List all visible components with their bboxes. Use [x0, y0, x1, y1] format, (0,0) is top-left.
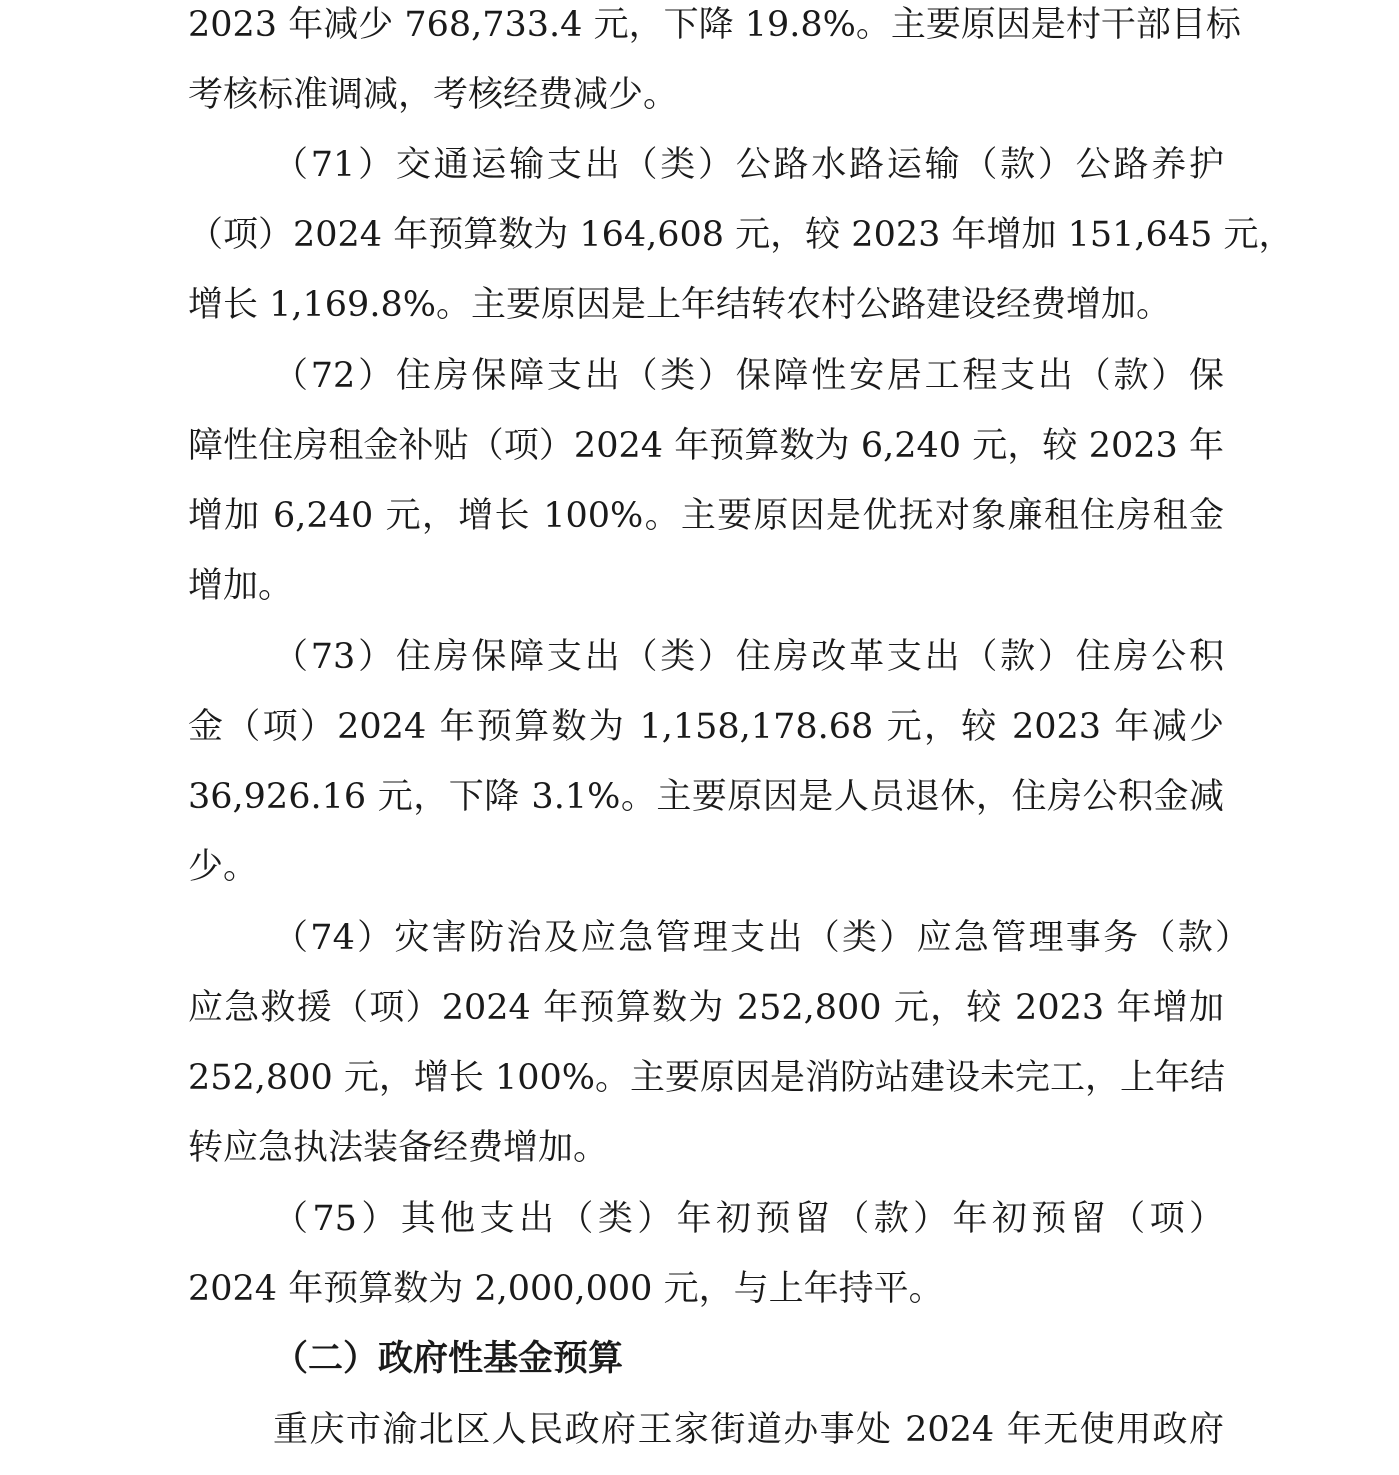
text-line: 增加。 — [188, 566, 294, 606]
text-line: 2023 年减少 768,733.4 元，下降 19.8%。主要原因是村干部目标 — [188, 5, 1241, 45]
text-line: 少。 — [188, 847, 259, 887]
text-line: 转应急执法装备经费增加。 — [188, 1128, 609, 1168]
text-line: 考核标准调减，考核经费减少。 — [188, 75, 679, 115]
text-line-item-75: （75）其他支出（类）年初预留（款）年初预留（项） — [273, 1199, 1224, 1239]
text-line: 增长 1,169.8%。主要原因是上年结转农村公路建设经费增加。 — [188, 285, 1171, 325]
text-line: 2024 年预算数为 2,000,000 元，与上年持平。 — [188, 1269, 944, 1309]
section-heading: （二）政府性基金预算 — [273, 1338, 624, 1379]
text-line: 障性住房租金补贴（项）2024 年预算数为 6,240 元，较 2023 年 — [188, 426, 1224, 466]
text-line: 金（项）2024 年预算数为 1,158,178.68 元，较 2023 年减少 — [188, 707, 1224, 747]
text-line-item-74: （74）灾害防治及应急管理支出（类）应急管理事务（款） — [273, 918, 1250, 958]
text-line-item-73: （73）住房保障支出（类）住房改革支出（款）住房公积 — [273, 637, 1224, 677]
text-line: 36,926.16 元，下降 3.1%。主要原因是人员退休，住房公积金减 — [188, 777, 1224, 817]
text-line: 应急救援（项）2024 年预算数为 252,800 元，较 2023 年增加 — [188, 988, 1224, 1028]
text-line-item-72: （72）住房保障支出（类）保障性安居工程支出（款）保 — [273, 356, 1224, 396]
text-line: 增加 6,240 元，增长 100%。主要原因是优抚对象廉租住房租金 — [188, 496, 1224, 536]
text-line-item-71: （71）交通运输支出（类）公路水路运输（款）公路养护 — [273, 145, 1224, 185]
text-line: 252,800 元，增长 100%。主要原因是消防站建设未完工，上年结 — [188, 1058, 1226, 1098]
text-line: （项）2024 年预算数为 164,608 元，较 2023 年增加 151,645 元， — [188, 215, 1294, 255]
text-line: 重庆市渝北区人民政府王家街道办事处 2024 年无使用政府 — [273, 1410, 1224, 1450]
